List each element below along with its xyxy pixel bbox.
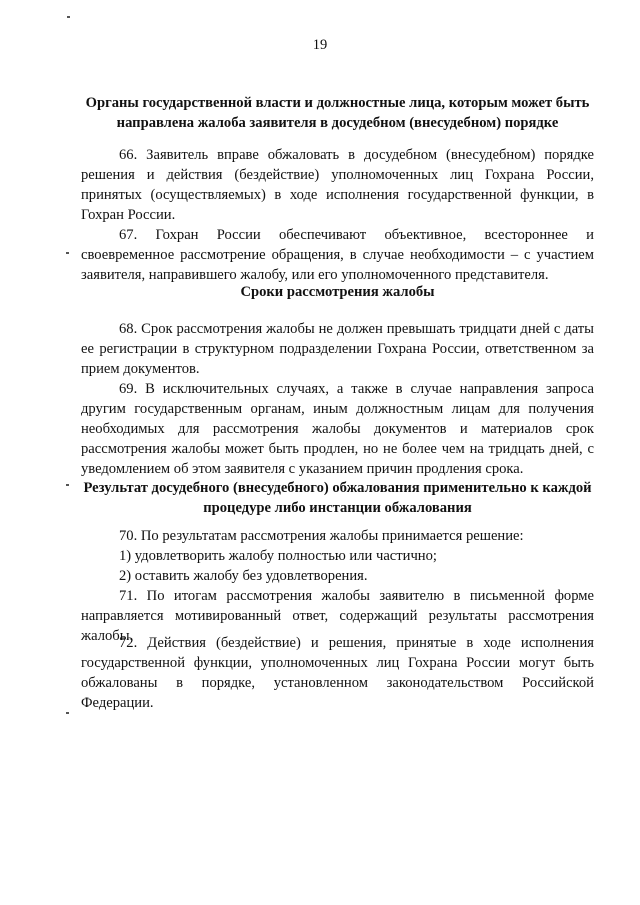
paragraph-70-item-1: 1) удовлетворить жалобу полностью или частично; — [119, 548, 437, 564]
scan-artifact — [67, 16, 70, 18]
scan-artifact — [66, 484, 69, 486]
paragraph-66: 66. Заявитель вправе обжаловать в досудебном (внесудебном) порядке решения и действия (бездействие) уполномоченных лиц Гохрана России, принятых (осуществляемых) в ходе исполнения государственной функции, в Гохран России. — [81, 147, 594, 223]
paragraph-71: 71. По итогам рассмотрения жалобы заявителю в письменной форме направляется мотивированный ответ, содержащий результаты рассмотрения жалобы. — [81, 588, 594, 644]
paragraph-67: 67. Гохран России обеспечивают объективное, всестороннее и своевременное рассмотрение обращения, в случае необходимости – с участием заявителя, направившего жалобу, или его уполномоченного представителя. — [81, 227, 594, 283]
page-number: 19 — [312, 37, 328, 53]
section-heading-complaint-bodies: Органы государственной власти и должностные лица, которым может быть направлена жалоба заявителя в досудебном (внесудебном) порядке — [85, 95, 590, 131]
paragraph-70-item-2: 2) оставить жалобу без удовлетворения. — [119, 568, 368, 584]
scan-artifact — [66, 712, 69, 714]
paragraph-68: 68. Срок рассмотрения жалобы не должен превышать тридцати дней с даты ее регистрации в структурном подразделении Гохрана России, ответственном за прием документов. — [81, 321, 594, 377]
section-heading-review-terms: Сроки рассмотрения жалобы — [240, 284, 435, 300]
scan-artifact — [66, 252, 69, 254]
paragraph-70: 70. По результатам рассмотрения жалобы принимается решение: — [119, 528, 524, 544]
paragraph-72: 72. Действия (бездействие) и решения, принятые в ходе исполнения государственной функции, уполномоченных лиц Гохрана России могут быть обжалованы в порядке, установленном законодательством Российской Федерации. — [81, 635, 594, 711]
paragraph-69: 69. В исключительных случаях, а также в случае направления запроса другим государственным органам, иным должностным лицам для получения необходимых для рассмотрения жалобы документов и материалов срок рассмотрения жалобы может быть продлен, но не более чем на тридцать дней, с уведомлением об этом заявителя с указанием причин продления срока. — [81, 381, 594, 477]
section-heading-appeal-result: Результат досудебного (внесудебного) обжалования применительно к каждой процедуре либо инстанции обжалования — [83, 480, 592, 516]
